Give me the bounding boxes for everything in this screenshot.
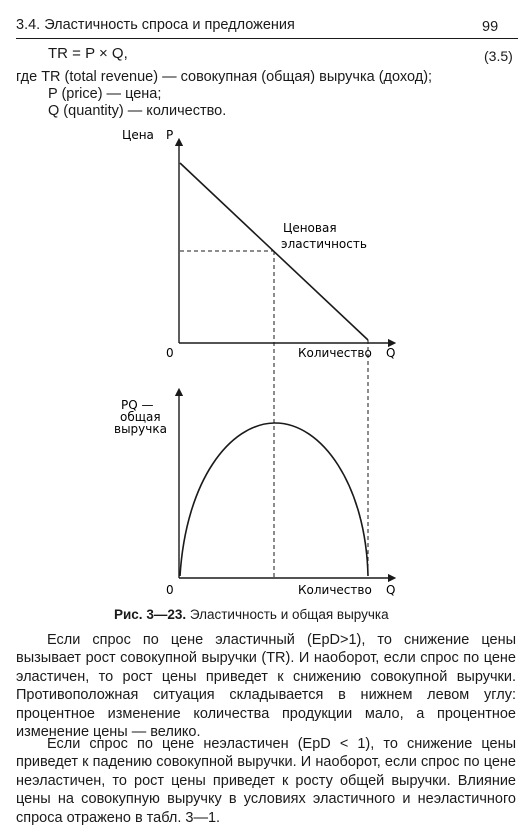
paragraph-elastic: Если спрос по цене эластичный (EpD>1), то снижение цены вызывает рост совокупной выручки (TR). И наоборот, если спрос по цене эластичен, то рост цены приведет к снижению совокупной выручки. Противоположная ситуация складывается в нижнем левом углу: процентное изменение количества продукции мало, а процентное изменение цены — велико. <box>16 632 516 741</box>
bottom-y-label-line-1: PQ — <box>121 398 154 412</box>
definition-tr: где TR (total revenue) — совокупная (общая) выручка (доход); <box>16 69 433 85</box>
figure-caption <box>114 607 389 622</box>
top-origin-label: 0 <box>166 346 174 360</box>
bottom-y-label-line-3: выручка <box>114 422 167 436</box>
top-x-symbol: Q <box>386 346 396 360</box>
equation-number: (3.5) <box>484 48 513 64</box>
top-x-label: Количество <box>298 346 372 360</box>
bottom-y-label-line-2: общая <box>120 410 161 424</box>
bottom-x-label: Количество <box>298 583 372 597</box>
annotation-line-2: эластичность <box>281 237 367 251</box>
top-y-label-word: Цена <box>122 128 154 142</box>
running-header-title: 3.4. Эластичность спроса и предложения <box>16 17 295 33</box>
page-number: 99 <box>482 19 499 35</box>
formula: TR = P × Q, <box>48 45 128 62</box>
revenue-chart <box>114 392 395 597</box>
definition-q: Q (quantity) — количество. <box>48 103 227 119</box>
definition-p: P (price) — цена; <box>48 86 162 102</box>
caption-label: Рис. 3—23. <box>114 607 187 622</box>
annotation-line-1: Ценовая <box>283 221 337 235</box>
top-y-label-symbol: P <box>166 128 174 142</box>
bottom-x-symbol: Q <box>386 583 396 597</box>
bottom-origin-label: 0 <box>166 583 174 597</box>
demand-chart <box>122 128 395 360</box>
caption-text: Эластичность и общая выручка <box>189 607 389 622</box>
paragraph-inelastic: Если спрос по цене неэластичен (EpD < 1), то снижение цены приведет к падению совокупной выручки. И наоборот, если спрос по цене неэластичен, то рост цены приведет к росту общей выручки. Влияние цены на совокупную выручку в условиях эластичного и неэластичного спроса отражено в табл. 3—1. <box>16 736 516 826</box>
